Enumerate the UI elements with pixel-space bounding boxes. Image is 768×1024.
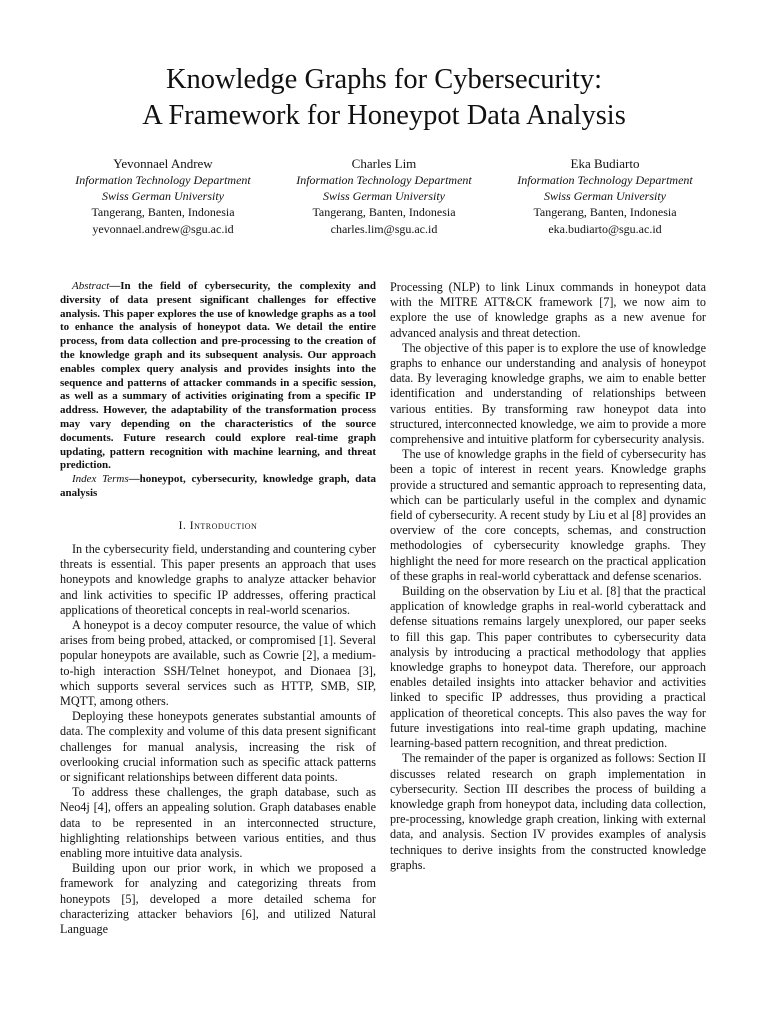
section-numeral: I. xyxy=(178,519,190,532)
right-column xyxy=(390,280,706,873)
paper-title xyxy=(0,62,768,134)
author-2 xyxy=(279,155,489,237)
author-department: Information Technology Department xyxy=(75,173,251,187)
index-terms-label: Index Terms xyxy=(72,473,129,486)
author-name: Charles Lim xyxy=(351,156,417,171)
left-column xyxy=(60,280,376,937)
author-location: Tangerang, Banten, Indonesia xyxy=(312,205,456,220)
paragraph: The use of knowledge graphs in the field of cybersecurity has been a topic of interest in recent years. Knowledge graphs provide a structured and semantic approach to representing data, which can be particularly useful in the complex and dynamic field of cybersecurity. A recent study by Liu et al [8] provides an overview of the core concepts, schemas, and construction methodologies of cybersecurity knowledge graphs. They highlight the need for more research on the practical application of these graphs in real-world cyberattack and defense scenarios. xyxy=(390,447,706,583)
author-3 xyxy=(500,155,710,237)
abstract-label: Abstract xyxy=(72,280,110,292)
paragraph: To address these challenges, the graph database, such as Neo4j [4], offers an appealing solution. Graph databases enable data to be represented in an interconnected structure, highlighting relationships between various entities, and thus enabling more intuitive data analysis. xyxy=(60,785,376,861)
author-name: Yevonnael Andrew xyxy=(113,156,213,171)
author-block xyxy=(58,155,710,237)
section-title: Introduction xyxy=(189,519,258,532)
paragraph: Building on the observation by Liu et al. [8] that the practical application of knowledge graphs in real-world cyberattack and defense situations remains largely unexplored, our paper seeks to fill this gap. This paper contributes to cybersecurity data analysis by introducing a practical methodology that applies knowledge graphs to honeypot data. Therefore, our approach enables detailed insights into attacker behavior and activities linked to specific IP addresses, thus providing a practical application of theoretical concepts. This also paves the way for future investigations into real-time graph updating, machine learning-based pattern recognition, and threat prediction. xyxy=(390,584,706,751)
author-location: Tangerang, Banten, Indonesia xyxy=(533,205,677,220)
paragraph: In the cybersecurity field, understanding and countering cyber threats is essential. This paper presents an approach that uses honeypots and knowledge graphs to analyze attacker behavior and link activities to specific IP addresses, offering practical applications of theoretical concepts in real-world scenarios. xyxy=(60,541,376,617)
paragraph: The remainder of the paper is organized as follows: Section II discusses related research on graph implementation in cybersecurity. Section III describes the process of building a knowledge graph from honeypot data, including data collection, pre-processing, knowledge graph creation, linking with external data, and analysis. Section IV provides examples of analysis techniques to derive insights from the constructed knowledge graphs. xyxy=(390,751,706,872)
author-email: eka.budiarto@sgu.ac.id xyxy=(548,221,662,236)
author-university: Swiss German University xyxy=(323,189,445,204)
paragraph: Building upon our prior work, in which we proposed a framework for analyzing and categorizing threats from honeypots [5], developed a more detailed schema for characterizing attacker behaviors [6], and utilized Natural Language xyxy=(60,861,376,937)
title-line-2: A Framework for Honeypot Data Analysis xyxy=(142,100,626,131)
paragraph: Deploying these honeypots generates substantial amounts of data. The complexity and volume of this data present significant challenges for manual analysis, increasing the risk of overlooking crucial information such as specific attack patterns or significant relationships between different data points. xyxy=(60,709,376,784)
paragraph: The objective of this paper is to explore the use of knowledge graphs to enhance our understanding and analysis of honeypot data. By leveraging knowledge graphs, we aim to enable better identification and understanding of relationships between various entities. By transforming raw honeypot data into structured, interconnected knowledge, we aim to provide a more comprehensive and intuitive platform for cybersecurity analysis. xyxy=(390,340,706,447)
author-department: Information Technology Department xyxy=(517,173,693,187)
author-location: Tangerang, Banten, Indonesia xyxy=(91,205,235,220)
paragraph: A honeypot is a decoy computer resource, the value of which arises from being probed, attacked, or compromised [1]. Several popular honeypots are available, such as Cowrie [2], a medium-to-high interaction SSH/Telnet honeypot, and Dionaea [3], which supports several services such as HTTP, SMB, SIP, MQTT, among others. xyxy=(60,617,376,708)
author-email: charles.lim@sgu.ac.id xyxy=(330,221,438,236)
author-name: Eka Budiarto xyxy=(570,156,640,171)
abstract xyxy=(60,280,376,473)
section-heading-introduction xyxy=(60,519,376,534)
author-department: Information Technology Department xyxy=(296,173,472,187)
author-university: Swiss German University xyxy=(544,189,666,204)
author-university: Swiss German University xyxy=(102,189,224,204)
author-email: yevonnael.andrew@sgu.ac.id xyxy=(92,221,234,236)
author-1 xyxy=(58,155,268,237)
paragraph: Processing (NLP) to link Linux commands in honeypot data with the MITRE ATT&CK framework [7], we now aim to explore the use of knowledge graphs as a new avenue for advanced analysis and threat detection. xyxy=(390,280,706,340)
index-terms xyxy=(60,473,376,501)
abstract-text: —In the field of cybersecurity, the complexity and diversity of data present significant challenges for effective analysis. This paper explores the use of knowledge graphs as a tool to enhance the analysis of honeypot data. We detail the entire process, from data collection and pre-processing to the creation of the knowledge graph and its subsequent analysis. Our approach enables complex query analysis and provides insights into the sequence and patterns of attacker commands in a specific session, as well as a summary of activities originating from a specific IP address. However, the adaptability of the transformation process may vary depending on the characteristics of the source documents. Future research could explore real-time graph updating, pattern recognition with machine learning, and threat prediction. xyxy=(60,280,376,472)
index-terms-text: —honeypot, cybersecurity, knowledge graph, data analysis xyxy=(60,473,376,499)
title-line-1: Knowledge Graphs for Cybersecurity: xyxy=(165,64,603,95)
